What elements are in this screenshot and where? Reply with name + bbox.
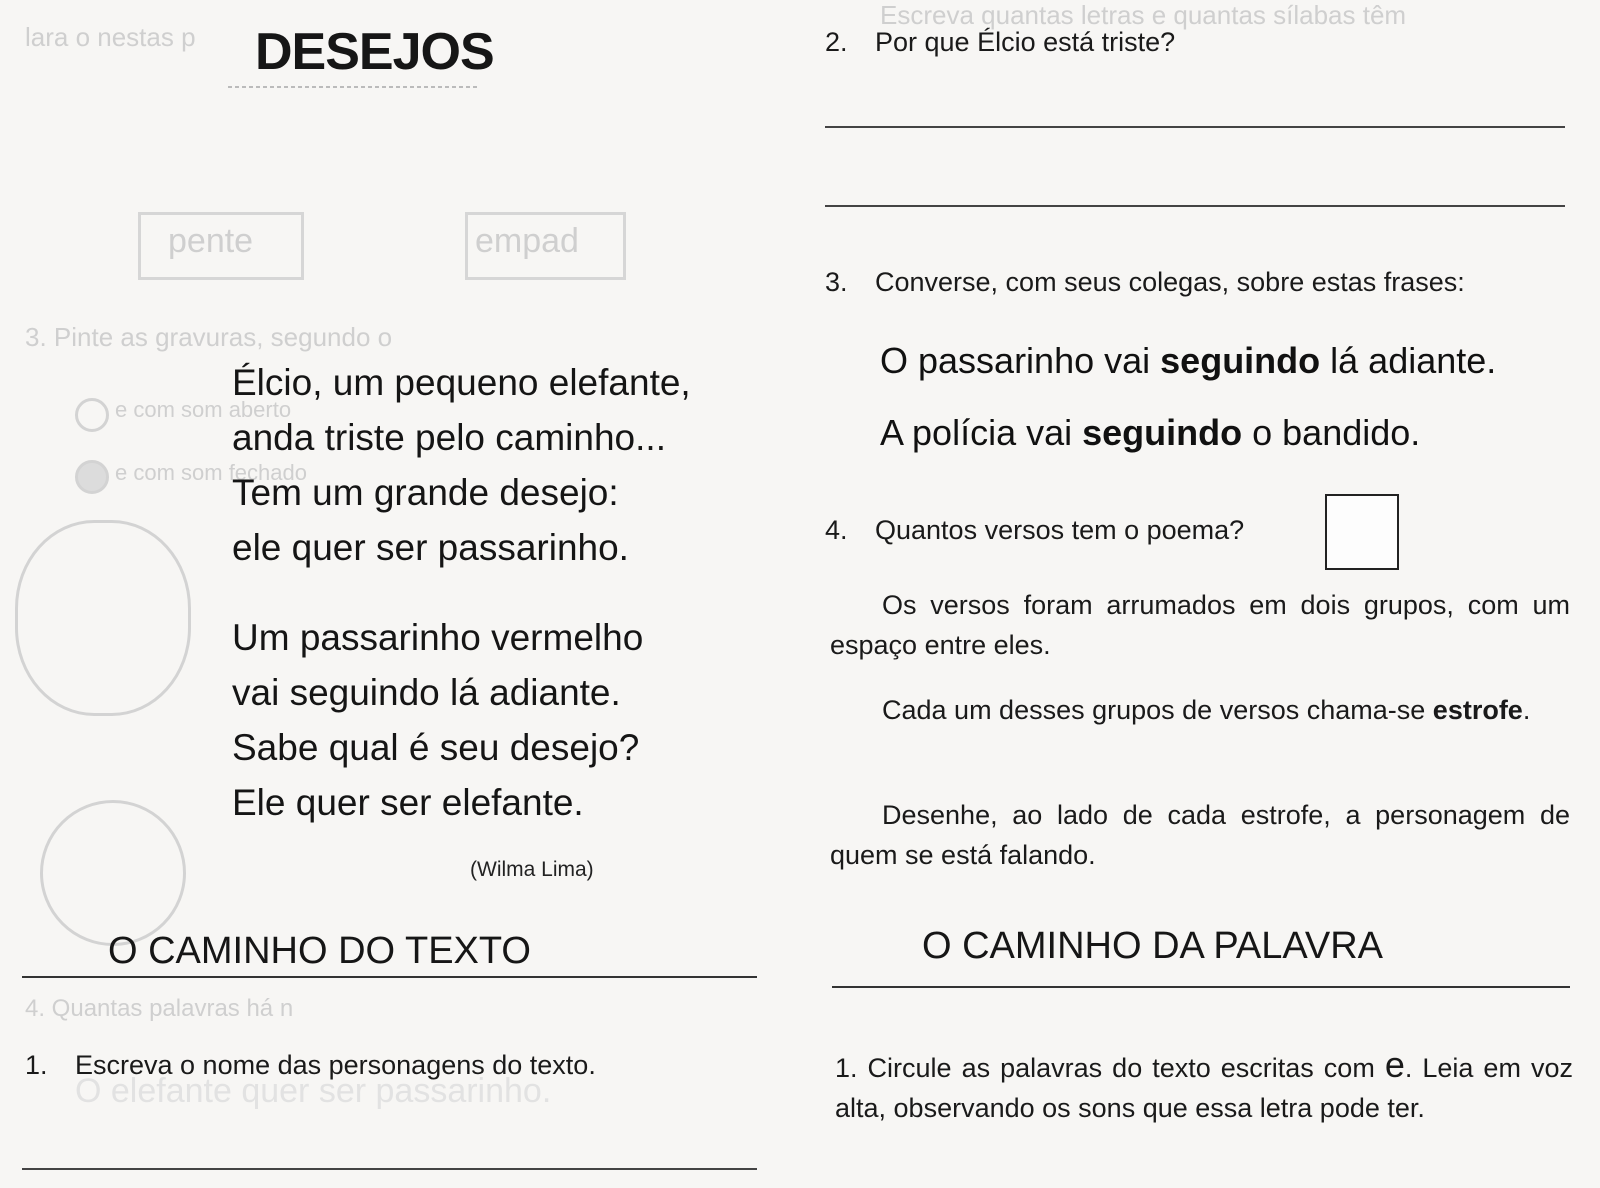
sentence-bold-word: seguindo <box>1160 340 1321 381</box>
question-number: 1. <box>25 1050 48 1080</box>
bleed-heart-drawing <box>15 520 191 716</box>
letter-e: e <box>1384 1044 1405 1085</box>
poem-verse: Ele quer ser elefante. <box>232 782 584 823</box>
bleed-opt1: e com som aberto <box>115 397 292 422</box>
term-estrofe: estrofe <box>1432 695 1523 725</box>
bleed-pente: pente <box>168 222 254 260</box>
example-sentence-1 <box>880 340 1496 382</box>
paragraph-desenhe: Desenhe, ao lado de cada estrofe, a personagem de quem se está falando. <box>830 800 1570 870</box>
bleed-top-left: lara o nestas p <box>25 22 196 52</box>
bleed-empada: empad <box>475 222 579 260</box>
poem-verse: Élcio, um pequeno elefante, <box>232 362 691 403</box>
bleed-item3: 3. Pinte as gravuras, segundo o <box>25 322 393 352</box>
answer-line-q2-1[interactable] <box>825 126 1565 128</box>
sentence-bold-word: seguindo <box>1082 412 1243 453</box>
bleed-opt2: e com som fechado <box>115 460 307 485</box>
section-title-palavra: O CAMINHO DA PALAVRA <box>922 925 1384 967</box>
question-number: 2. <box>825 27 848 57</box>
question-text: Por que Élcio está triste? <box>875 27 1176 57</box>
question-number: 3. <box>825 267 848 297</box>
question-text: . Leia em voz alta, observando os sons que essa letra pode ter. <box>835 1053 1573 1123</box>
question-number: 1. <box>835 1053 858 1083</box>
poem-verse: Sabe qual é seu desejo? <box>232 727 640 768</box>
bleed-top-right: Escreva quantas letras e quantas sílabas têm <box>880 0 1407 30</box>
sentence-text: lá adiante. <box>1320 340 1497 381</box>
example-sentence-2 <box>880 412 1420 454</box>
question-text: Circule as palavras do texto escritas com <box>867 1053 1375 1083</box>
question-1-left <box>25 1045 596 1085</box>
poem-stanza-2 <box>232 610 643 830</box>
paragraph-text: Cada um desses grupos de versos chama-se <box>882 695 1426 725</box>
question-4 <box>825 510 1244 550</box>
page-title: DESEJOS <box>255 23 494 81</box>
answer-line-left[interactable] <box>22 1168 757 1170</box>
question-1-right <box>835 1045 1573 1128</box>
bleed-circle-2 <box>75 460 109 494</box>
poem-author: (Wilma Lima) <box>470 858 594 881</box>
bleed-ring-drawing <box>40 800 186 946</box>
paragraph-versos: Os versos foram arrumados em dois grupos, com um espaço entre eles. <box>830 590 1570 660</box>
verse-count-box[interactable] <box>1325 494 1399 570</box>
answer-line-q2-2[interactable] <box>825 205 1565 207</box>
question-number: 4. <box>825 515 848 545</box>
bleed-circle-1 <box>75 398 109 432</box>
section-rule-right <box>832 986 1570 988</box>
title-underline <box>228 86 478 88</box>
poem-verse: Um passarinho vermelho <box>232 617 644 658</box>
paragraph-estrofe <box>830 690 1570 730</box>
paragraph-text: . <box>1522 695 1531 725</box>
question-text: Escreva o nome das personagens do texto. <box>75 1050 596 1080</box>
question-2 <box>825 22 1175 62</box>
section-rule-left <box>22 976 757 978</box>
question-text: Quantos versos tem o poema? <box>875 515 1245 545</box>
poem-verse: anda triste pelo caminho... <box>232 417 666 458</box>
question-3 <box>825 262 1465 302</box>
sentence-text: O passarinho vai <box>880 340 1161 381</box>
poem-stanza-1 <box>232 355 691 575</box>
poem-verse: vai seguindo lá adiante. <box>232 672 621 713</box>
poem-verse: ele quer ser passarinho. <box>232 527 629 568</box>
bleed-q4: 4. Quantas palavras há n <box>25 995 294 1022</box>
poem-verse: Tem um grande desejo: <box>232 472 619 513</box>
sentence-text: o bandido. <box>1242 412 1421 453</box>
section-title-texto: O CAMINHO DO TEXTO <box>108 930 531 972</box>
sentence-text: A polícia vai <box>880 412 1083 453</box>
bleed-sentence: O elefante quer ser passarinho. <box>75 1072 552 1110</box>
question-text: Converse, com seus colegas, sobre estas frases: <box>875 267 1465 297</box>
